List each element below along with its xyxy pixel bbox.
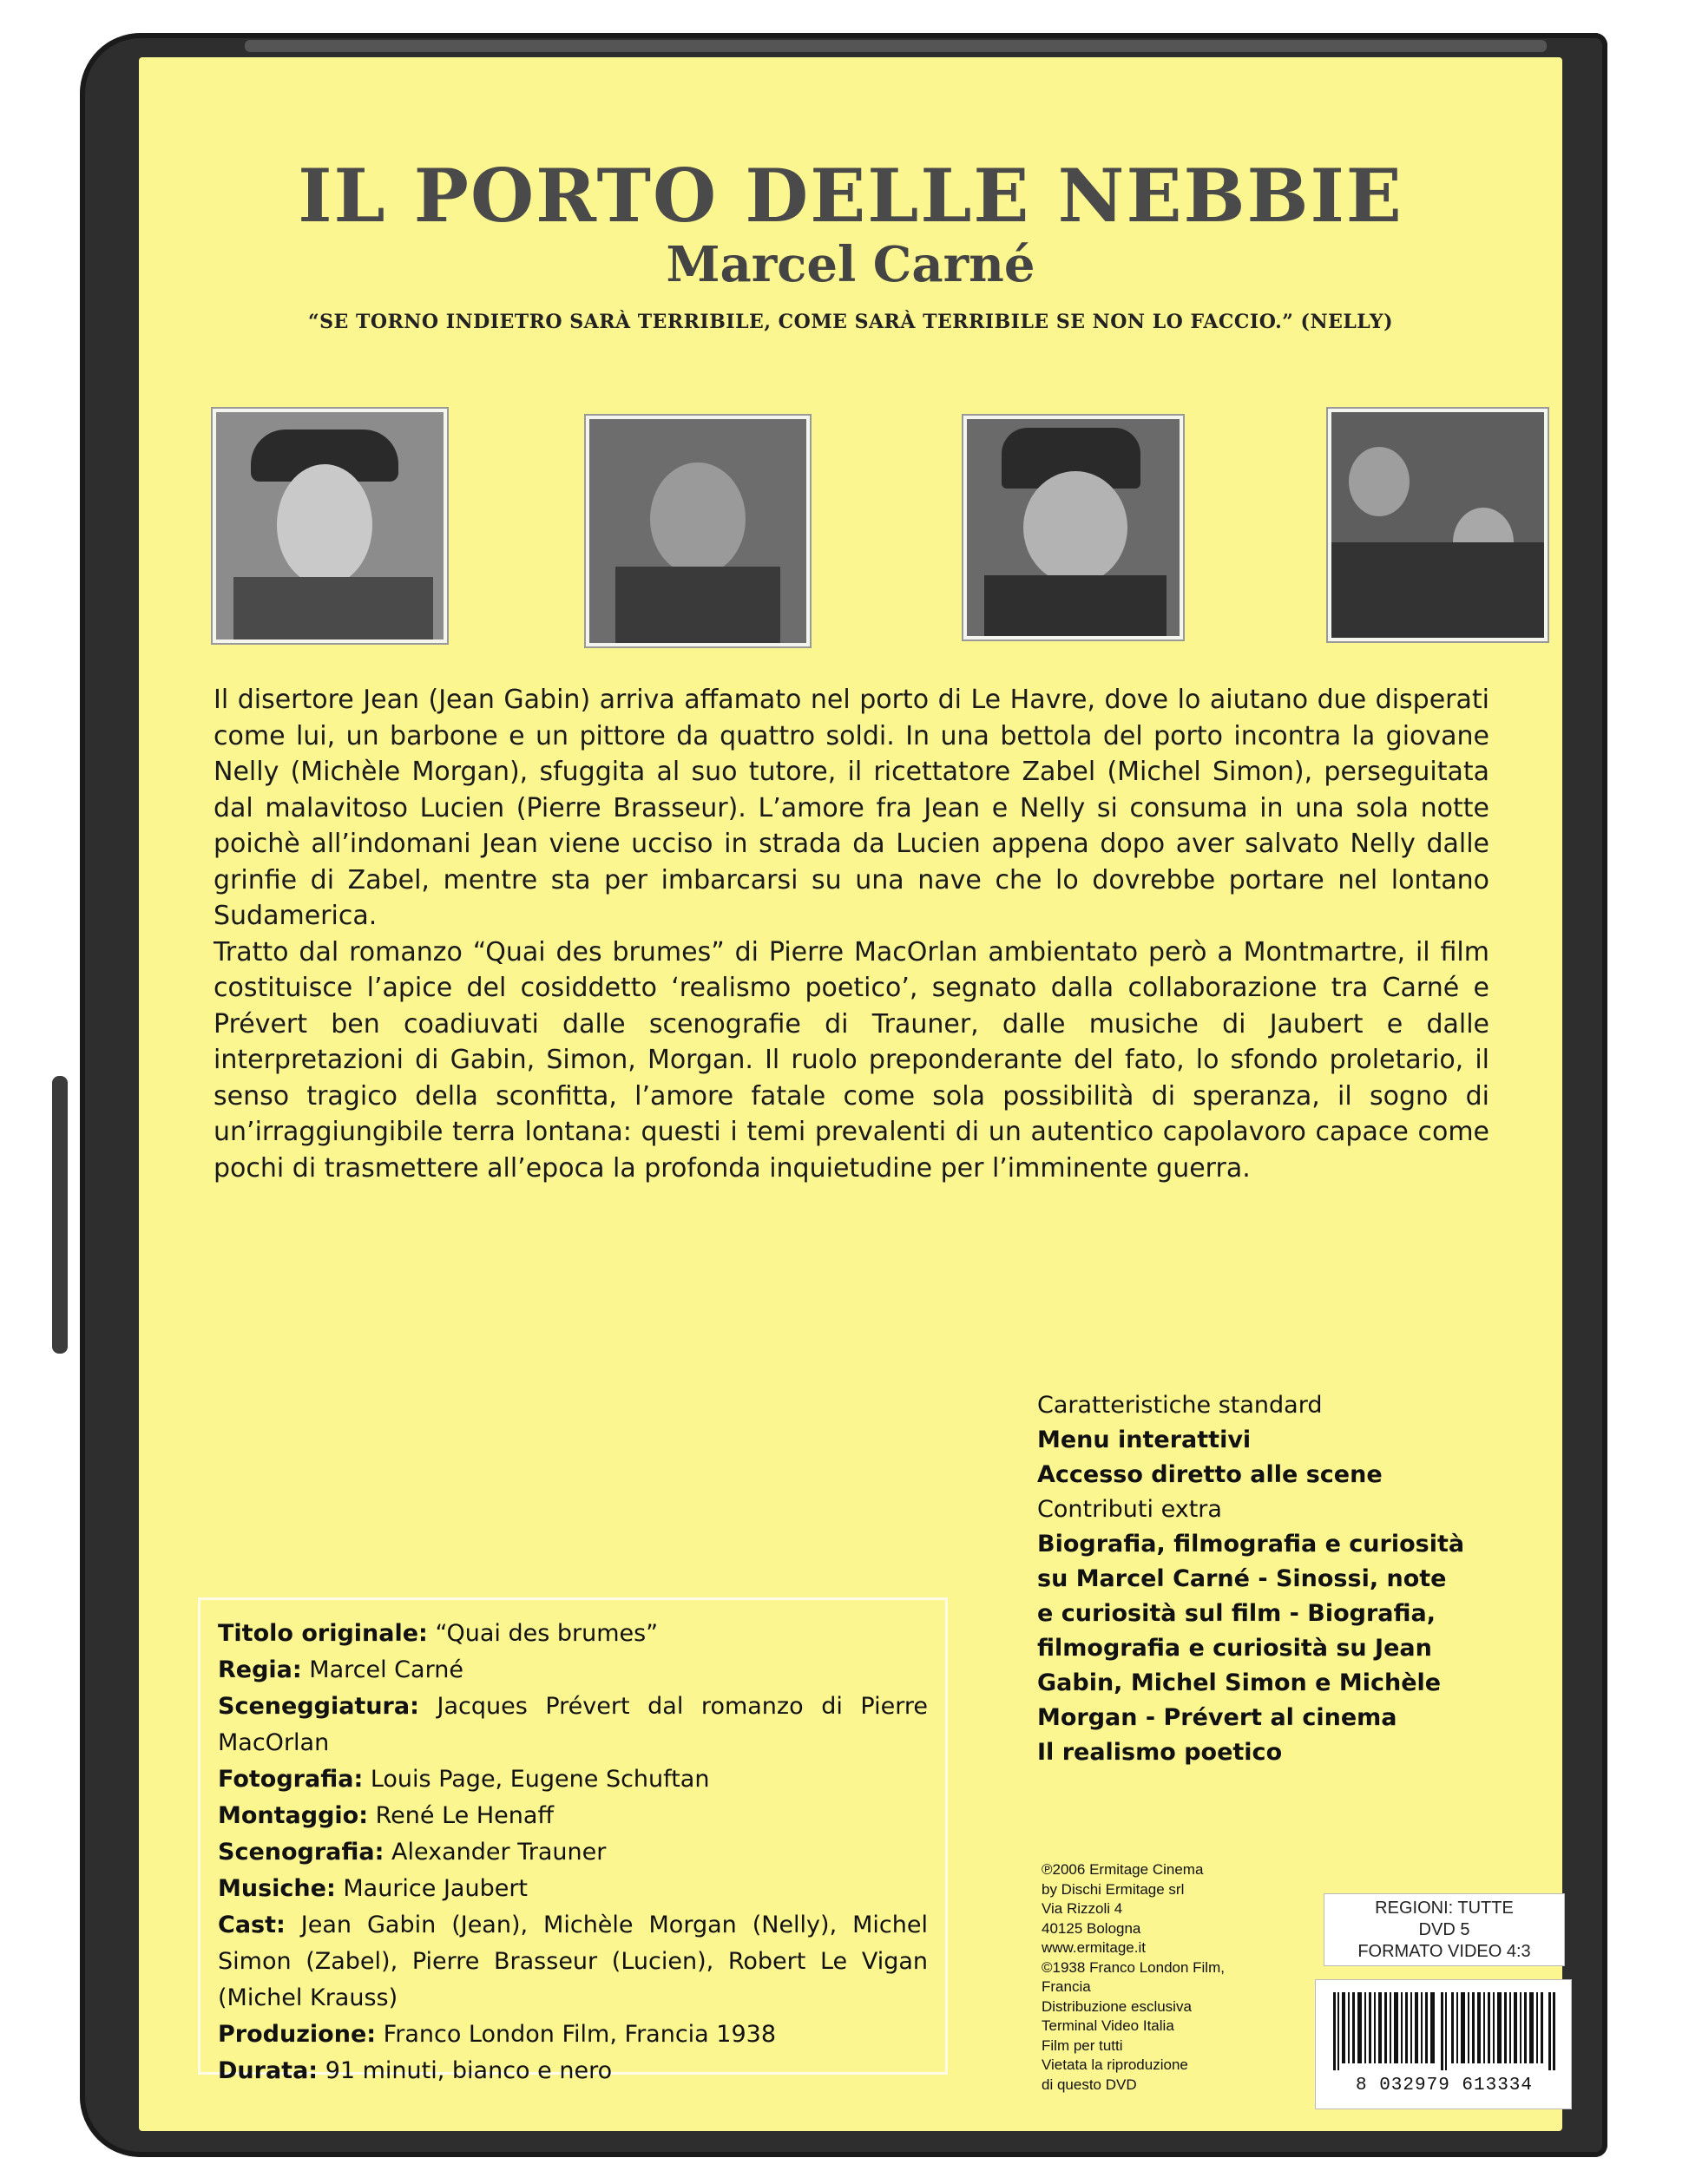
publisher-info bbox=[1042, 1860, 1302, 2095]
credit-duration: Durata: 91 minuti, bianco e nero bbox=[218, 2057, 613, 2084]
publisher-line: Vietata la riproduzione bbox=[1042, 2056, 1188, 2073]
extra-feature-line: su Marcel Carné - Sinossi, note bbox=[1037, 1565, 1447, 1592]
standard-feature-item: Menu interattivi bbox=[1037, 1426, 1252, 1453]
standard-feature-item: Accesso diretto alle scene bbox=[1037, 1461, 1383, 1488]
publisher-line: ©1938 Franco London Film, bbox=[1042, 1958, 1225, 1976]
publisher-line: www.ermitage.it bbox=[1042, 1939, 1146, 1956]
credit-set-design: Scenografia: Alexander Trauner bbox=[218, 1839, 607, 1866]
movie-title: IL PORTO DELLE NEBBIE bbox=[298, 153, 1403, 239]
extra-feature-line: e curiosità sul film - Biografia, bbox=[1037, 1600, 1436, 1627]
credit-editing: Montaggio: René Le Henaff bbox=[218, 1802, 555, 1829]
credit-music: Musiche: Maurice Jaubert bbox=[218, 1875, 529, 1902]
case-top-edge bbox=[245, 40, 1547, 52]
publisher-line: Via Rizzoli 4 bbox=[1042, 1900, 1123, 1917]
extra-feature-line: Il realismo poetico bbox=[1037, 1739, 1283, 1766]
publisher-line: Distribuzione esclusiva bbox=[1042, 1997, 1192, 2015]
barcode-icon bbox=[1333, 1992, 1555, 2070]
back-cover-sleeve bbox=[139, 57, 1562, 2131]
still-photo-4 bbox=[1328, 409, 1548, 641]
credit-direction: Regia: Marcel Carné bbox=[218, 1656, 463, 1683]
case-spine-notch bbox=[52, 1076, 68, 1354]
synopsis-paragraph-2: Tratto dal romanzo “Quai des brumes” di Pierre MacOrlan ambientato però a Montmartre, il film costituisce l’apice del cosiddetto ‘realismo poetico’, segnato dalla collaborazione tra Carné e Prévert ben coadiuvati dalle scenografie di Trauner, dalle musiche di Jaubert e dalle interpretazioni di Gabin, Simon, Morgan. Il ruolo preponderante del fato, lo sfondo proletario, il senso tragico della sconfitta, l’amore fatale come sola possibilità di speranza, il sogno di un’irraggiungibile terra lontana: questi i temi prevalenti di un autentico capolavoro capace come pochi di trasmettere all’epoca la profonda inquietudine per l’imminente guerra. bbox=[214, 936, 1489, 1184]
extra-features-heading: Contributi extra bbox=[1037, 1496, 1222, 1523]
director-name: Marcel Carné bbox=[666, 236, 1035, 293]
extra-feature-line: filmografia e curiosità su Jean bbox=[1037, 1635, 1432, 1662]
synopsis-text bbox=[214, 682, 1489, 1186]
credit-cast: Cast: Jean Gabin (Jean), Michèle Morgan (Nelly), Michel Simon (Zabel), Pierre Brasseur (Lucien), Robert Le Vigan (Michel Krauss) bbox=[218, 1912, 928, 2011]
dvd-format-line: DVD 5 bbox=[1418, 1920, 1470, 1939]
film-stills bbox=[139, 409, 1562, 669]
synopsis-paragraph-1: Il disertore Jean (Jean Gabin) arriva affamato nel porto di Le Havre, dove lo aiutano due disperati come lui, un barbone e un pittore da quattro soldi. In una bettola del porto incontra la giovane Nelly (Michèle Morgan), sfuggita al suo tutore, il ricettatore Zabel (Michel Simon), perseguitata dal malavitoso Lucien (Pierre Brasseur). L’amore fra Jean e Nelly si consuma in una sola notte poichè all’indomani Jean viene ucciso in strada da Lucien appena dopo aver salvato Nelly dalle grinfie di Zabel, mentre sta per imbarcarsi su una nave che lo dovrebbe portare nel lontano Sudamerica. bbox=[214, 685, 1489, 931]
barcode-number: 8 032979 613334 bbox=[1355, 2076, 1534, 2095]
publisher-line: Terminal Video Italia bbox=[1042, 2017, 1174, 2034]
publisher-line: Film per tutti bbox=[1042, 2036, 1123, 2054]
credit-screenplay: Sceneggiatura: Jacques Prévert dal romanzo di Pierre MacOrlan bbox=[218, 1693, 928, 1756]
extra-feature-line: Biografia, filmografia e curiosità bbox=[1037, 1531, 1465, 1558]
region-info-label bbox=[1324, 1893, 1565, 1966]
standard-features-heading: Caratteristiche standard bbox=[1037, 1392, 1323, 1419]
publisher-line: di questo DVD bbox=[1042, 2076, 1137, 2093]
publisher-line: by Dischi Ermitage srl bbox=[1042, 1880, 1185, 1898]
extra-feature-line: Morgan - Prévert al cinema bbox=[1037, 1704, 1397, 1731]
publisher-line: ℗2006 Ermitage Cinema bbox=[1042, 1861, 1204, 1878]
credit-photography: Fotografia: Louis Page, Eugene Schuftan bbox=[218, 1766, 710, 1793]
region-line: REGIONI: TUTTE bbox=[1375, 1899, 1514, 1918]
publisher-line: Francia bbox=[1042, 1978, 1091, 1995]
credit-production: Produzione: Franco London Film, Francia 1938 bbox=[218, 2021, 777, 2048]
still-photo-1 bbox=[213, 409, 447, 643]
extra-feature-line: Gabin, Michel Simon e Michèle bbox=[1037, 1669, 1442, 1696]
video-format-line: FORMATO VIDEO 4:3 bbox=[1357, 1942, 1531, 1961]
tagline-quote: “SE TORNO INDIETRO SARÀ TERRIBILE, COME SARÀ TERRIBILE SE NON LO FACCIO.” (NELLY) bbox=[308, 311, 1393, 333]
still-photo-3 bbox=[963, 416, 1183, 639]
publisher-line: 40125 Bologna bbox=[1042, 1919, 1141, 1937]
dvd-features bbox=[1037, 1388, 1523, 1770]
barcode-label bbox=[1315, 1979, 1572, 2109]
credits-box bbox=[198, 1597, 948, 2084]
credit-original-title: Titolo originale: “Quai des brumes” bbox=[218, 1620, 659, 1647]
still-photo-2 bbox=[586, 416, 810, 646]
